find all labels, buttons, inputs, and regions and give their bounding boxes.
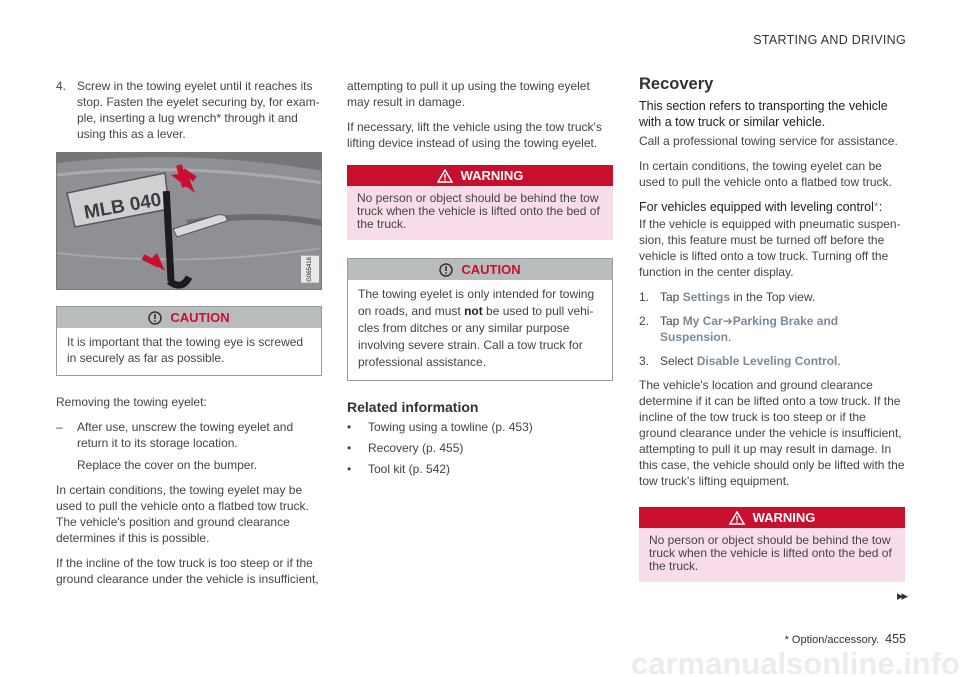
related-info-heading: Related information (347, 399, 479, 415)
warning-title: WARNING (752, 509, 816, 525)
caution-header (348, 259, 612, 280)
paragraph: The vehicle's location and ground clearance determine if it can be lifted onto a tow truck. If the incline of the tow truck is too steep or if the ground clearance under the vehicle is insufficient, attempting to pull it up may result in damage. In this case, the vehicle should only be lifted with the tow truck's lifting equipment. (639, 378, 905, 488)
warning-triangle-icon (729, 511, 745, 525)
paragraph: In certain conditions, the towing eyelet can be used to pull the vehicle onto a flatbed tow truck. (639, 159, 892, 189)
bullet-dot: • (347, 420, 352, 434)
caution-title: CAUTION (461, 261, 521, 277)
paragraph: attempting to pull it up using the towing eyelet may result in damage. (347, 79, 590, 109)
arrow-right-icon: ➔ (722, 314, 733, 328)
caution-title: CAUTION (170, 309, 230, 325)
option-note: * Option/accessory. (784, 634, 880, 646)
step-text: Screw in the towing eyelet until it reaches its stop. Fasten the eyelet securing by, for exam-ple, inserting a lug wrench* through it and using this as a lever. (77, 79, 320, 141)
paragraph: If the vehicle is equipped with pneumatic suspen-sion, this feature must be turned off before the vehicle is lifted onto a tow truck. Turning off the function in the center display. (639, 217, 901, 279)
setting-step-2 (639, 313, 905, 345)
dash-marker: – (56, 420, 63, 434)
warning-body: No person or object should be behind the tow truck when the vehicle is lifted onto the bed of the truck. (639, 528, 905, 582)
warning-box (639, 507, 905, 582)
parking-brake-menu-ref: Parking Brake and Suspension (660, 314, 839, 344)
paragraph: If the incline of the tow truck is too steep or if the ground clearance under the vehicle is insufficient, (56, 556, 319, 586)
step-text: Tap (660, 314, 683, 328)
recovery-heading: Recovery (639, 75, 714, 93)
settings-menu-ref: Settings (682, 290, 731, 304)
caution-body (348, 280, 612, 380)
paragraph: Call a professional towing service for assistance. (639, 134, 898, 148)
column-middle (347, 78, 613, 482)
leveling-heading (639, 199, 905, 215)
step-text: in the Top view. (730, 290, 816, 304)
license-plate-text: MLB 040 (82, 189, 164, 224)
caution-text: be used to pull vehi-cles from ditches or any similar purpose involving severe strain. Call a tow truck for professional assistance. (358, 304, 594, 369)
step-number: 3. (639, 354, 650, 368)
disable-leveling-ref: Disable Leveling Control (696, 354, 838, 368)
watermark-text: carmanualsonline.info (630, 646, 960, 677)
my-car-menu-ref: My Car (682, 314, 723, 328)
section-title: STARTING AND DRIVING (753, 33, 906, 47)
step-text: . (837, 354, 841, 368)
warning-box (347, 165, 613, 240)
related-link-text[interactable]: Tool kit (p. 542) (368, 462, 451, 476)
dash-subtext: Replace the cover on the bumper. (77, 458, 258, 472)
column-right (639, 76, 905, 600)
warning-triangle-icon (437, 169, 453, 183)
paragraph: If necessary, lift the vehicle using the tow truck's lifting device instead of using the towing eyelet. (347, 120, 602, 150)
watermark (0, 636, 960, 677)
option-asterisk: * (873, 200, 879, 214)
step-number: 2. (639, 314, 650, 328)
related-link[interactable] (347, 461, 613, 477)
bullet-dot: • (347, 441, 352, 455)
heading-colon: : (878, 200, 883, 214)
next-page-icon[interactable]: ▸▸ (896, 588, 906, 603)
related-link[interactable] (347, 440, 613, 456)
column-left (56, 78, 322, 596)
caution-emphasis: not (464, 304, 483, 318)
caution-text: The towing eyelet is only intended for towing on roads, and must (358, 287, 595, 318)
page-number: 455 (885, 632, 906, 646)
related-link-text[interactable]: Towing using a towline (p. 453) (368, 420, 533, 434)
exclamation-circle-icon (148, 311, 162, 325)
caution-box (347, 258, 613, 381)
warning-header (639, 507, 905, 528)
step-text: Select (660, 354, 697, 368)
figure-code: G065416 (301, 256, 319, 283)
removing-label: Removing the towing eyelet: (56, 395, 207, 409)
related-link[interactable] (347, 419, 613, 435)
warning-body: No person or object should be behind the tow truck when the vehicle is lifted onto the bed of the truck. (347, 186, 613, 240)
step-number: 1. (639, 290, 650, 304)
bullet-dot: • (347, 462, 352, 476)
step-text: . (728, 330, 732, 344)
dash-item (56, 419, 322, 473)
dash-text: After use, unscrew the towing eyelet and return it to its storage location. (77, 420, 294, 450)
exclamation-circle-icon (439, 263, 453, 277)
bumper-drawing (57, 153, 322, 290)
warning-header (347, 165, 613, 186)
step-text: Tap (660, 290, 683, 304)
setting-step-3 (639, 353, 905, 369)
related-link-text[interactable]: Recovery (p. 455) (368, 441, 464, 455)
caution-box (56, 306, 322, 376)
step-4 (56, 78, 322, 142)
step-number: 4. (56, 79, 67, 93)
caution-body: It is important that the towing eye is screwed in securely as far as possible. (67, 335, 304, 365)
leveling-heading-text: For vehicles equipped with leveling control (639, 200, 874, 214)
lead-text: This section refers to transporting the vehicle with a tow truck or similar vehicle. (639, 99, 888, 129)
caution-header (57, 307, 321, 328)
warning-title: WARNING (460, 167, 524, 183)
towing-eyelet-illustration (56, 152, 322, 290)
paragraph: In certain conditions, the towing eyelet may be used to pull the vehicle onto a flatbed tow truck. The vehicle's position and ground clearance determines if this is possible. (56, 483, 309, 545)
setting-step-1 (639, 289, 905, 305)
